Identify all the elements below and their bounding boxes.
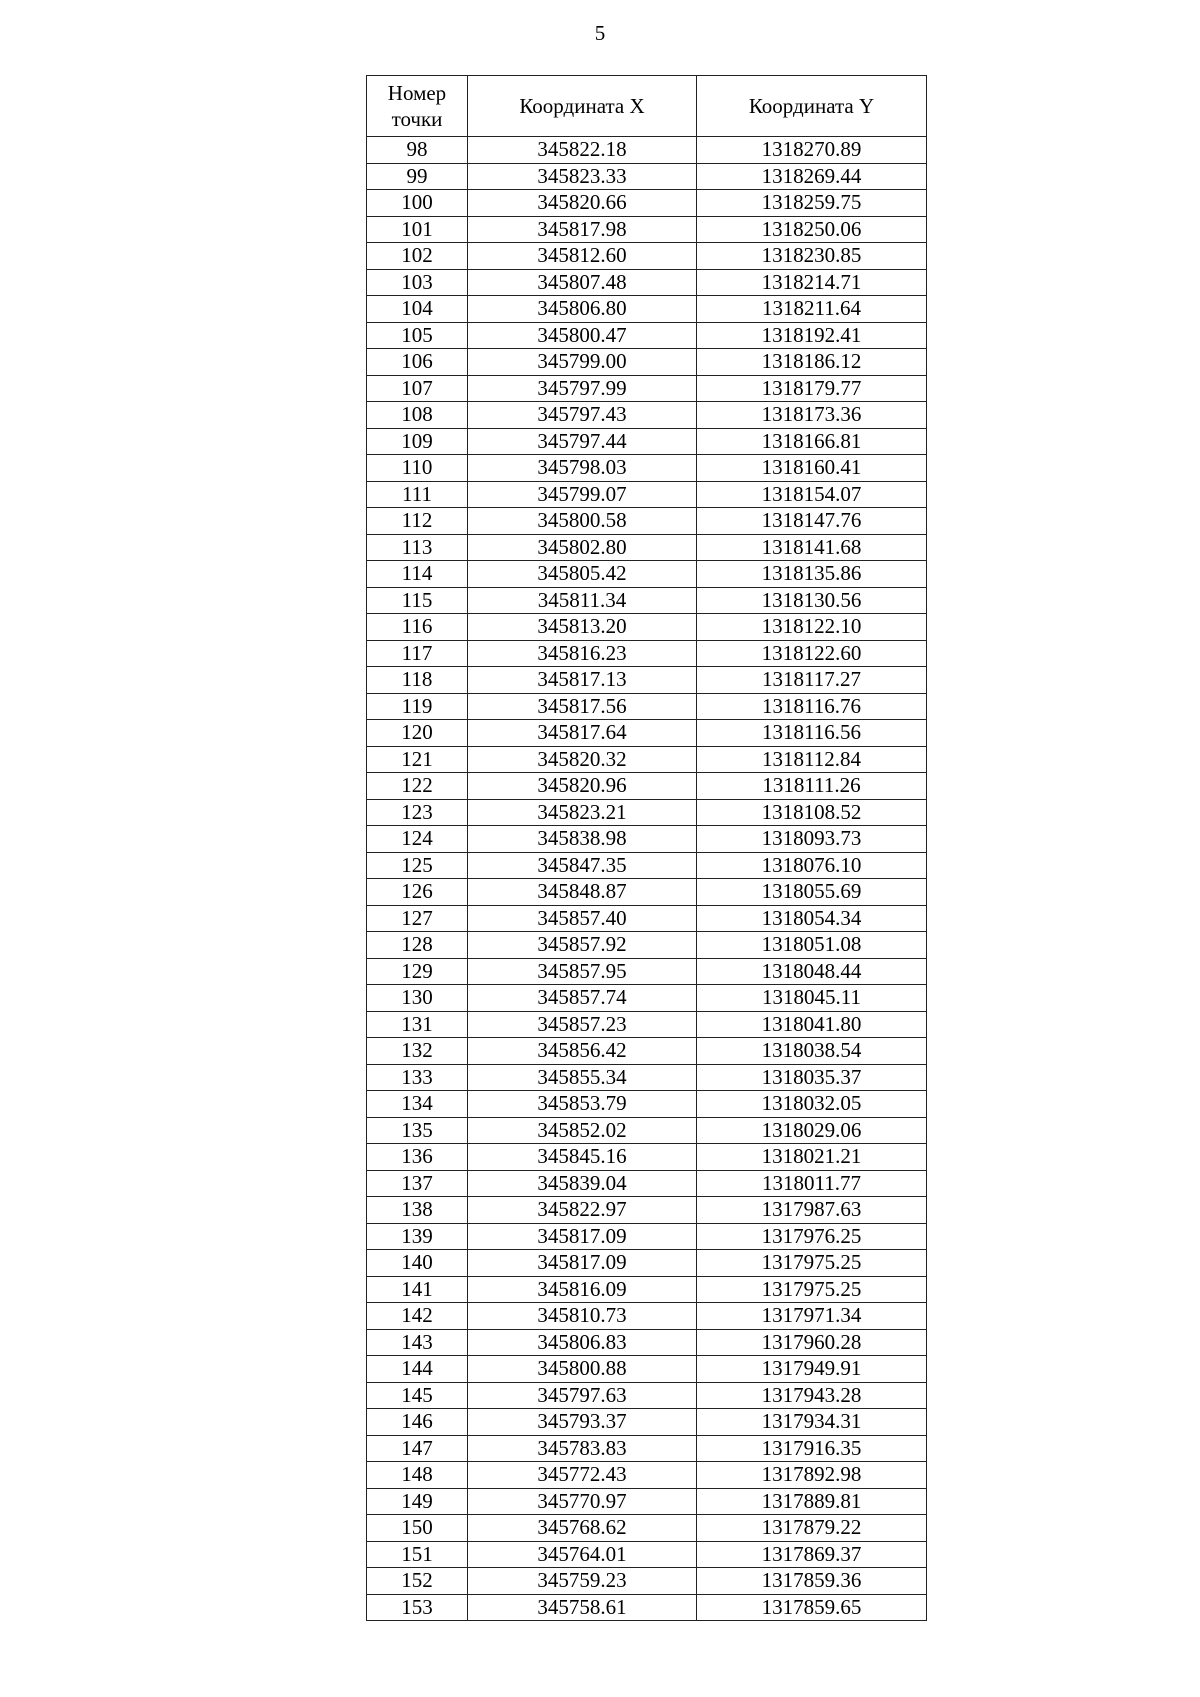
cell-coordinate-x: 345806.83 <box>468 1329 697 1356</box>
cell-coordinate-x: 345852.02 <box>468 1117 697 1144</box>
cell-coordinate-y: 1318055.69 <box>697 879 927 906</box>
cell-point-number: 119 <box>367 693 468 720</box>
cell-coordinate-x: 345768.62 <box>468 1515 697 1542</box>
coordinates-table <box>366 75 927 1621</box>
table-row <box>367 1038 927 1065</box>
cell-coordinate-x: 345813.20 <box>468 614 697 641</box>
cell-coordinate-y: 1318038.54 <box>697 1038 927 1065</box>
cell-coordinate-x: 345807.48 <box>468 269 697 296</box>
cell-point-number: 110 <box>367 455 468 482</box>
cell-coordinate-x: 345800.58 <box>468 508 697 535</box>
cell-point-number: 103 <box>367 269 468 296</box>
cell-coordinate-y: 1318186.12 <box>697 349 927 376</box>
cell-coordinate-x: 345823.21 <box>468 799 697 826</box>
cell-point-number: 142 <box>367 1303 468 1330</box>
cell-coordinate-x: 345799.07 <box>468 481 697 508</box>
table-row <box>367 1303 927 1330</box>
cell-point-number: 116 <box>367 614 468 641</box>
cell-coordinate-y: 1318122.60 <box>697 640 927 667</box>
cell-coordinate-x: 345839.04 <box>468 1170 697 1197</box>
cell-coordinate-y: 1318108.52 <box>697 799 927 826</box>
header-row <box>367 76 927 137</box>
cell-point-number: 112 <box>367 508 468 535</box>
table-row <box>367 985 927 1012</box>
cell-point-number: 137 <box>367 1170 468 1197</box>
cell-coordinate-x: 345816.09 <box>468 1276 697 1303</box>
cell-coordinate-x: 345764.01 <box>468 1541 697 1568</box>
cell-point-number: 123 <box>367 799 468 826</box>
table-row <box>367 667 927 694</box>
table-row <box>367 693 927 720</box>
cell-point-number: 109 <box>367 428 468 455</box>
cell-point-number: 130 <box>367 985 468 1012</box>
cell-coordinate-x: 345817.98 <box>468 216 697 243</box>
cell-coordinate-x: 345817.09 <box>468 1250 697 1277</box>
cell-coordinate-x: 345806.80 <box>468 296 697 323</box>
cell-coordinate-y: 1318173.36 <box>697 402 927 429</box>
cell-point-number: 104 <box>367 296 468 323</box>
cell-coordinate-x: 345822.97 <box>468 1197 697 1224</box>
table-row <box>367 1515 927 1542</box>
cell-coordinate-y: 1318269.44 <box>697 163 927 190</box>
cell-coordinate-x: 345758.61 <box>468 1594 697 1621</box>
cell-coordinate-y: 1318160.41 <box>697 455 927 482</box>
cell-point-number: 140 <box>367 1250 468 1277</box>
cell-point-number: 139 <box>367 1223 468 1250</box>
cell-coordinate-y: 1318048.44 <box>697 958 927 985</box>
page-number: 5 <box>594 21 606 45</box>
cell-coordinate-x: 345817.09 <box>468 1223 697 1250</box>
cell-coordinate-x: 345822.18 <box>468 137 697 164</box>
cell-coordinate-y: 1318032.05 <box>697 1091 927 1118</box>
cell-point-number: 117 <box>367 640 468 667</box>
table-row <box>367 1329 927 1356</box>
cell-coordinate-y: 1318111.26 <box>697 773 927 800</box>
table-row <box>367 640 927 667</box>
header-coordinate-y: Координата Y <box>697 76 927 137</box>
cell-coordinate-x: 345823.33 <box>468 163 697 190</box>
cell-coordinate-x: 345816.23 <box>468 640 697 667</box>
table-row <box>367 1462 927 1489</box>
table-row <box>367 773 927 800</box>
cell-point-number: 131 <box>367 1011 468 1038</box>
cell-coordinate-x: 345759.23 <box>468 1568 697 1595</box>
cell-coordinate-y: 1317971.34 <box>697 1303 927 1330</box>
cell-point-number: 132 <box>367 1038 468 1065</box>
table-row <box>367 375 927 402</box>
cell-coordinate-y: 1318230.85 <box>697 243 927 270</box>
cell-coordinate-x: 345857.74 <box>468 985 697 1012</box>
cell-coordinate-y: 1318051.08 <box>697 932 927 959</box>
table-row <box>367 137 927 164</box>
cell-point-number: 141 <box>367 1276 468 1303</box>
cell-point-number: 128 <box>367 932 468 959</box>
cell-point-number: 149 <box>367 1488 468 1515</box>
cell-coordinate-y: 1317987.63 <box>697 1197 927 1224</box>
cell-point-number: 148 <box>367 1462 468 1489</box>
table-row <box>367 402 927 429</box>
table-row <box>367 1250 927 1277</box>
table-row <box>367 852 927 879</box>
cell-coordinate-y: 1318112.84 <box>697 746 927 773</box>
cell-coordinate-x: 345817.56 <box>468 693 697 720</box>
cell-point-number: 118 <box>367 667 468 694</box>
table-row <box>367 1568 927 1595</box>
header-coordinate-x: Координата X <box>468 76 697 137</box>
cell-coordinate-y: 1318250.06 <box>697 216 927 243</box>
cell-coordinate-y: 1318116.76 <box>697 693 927 720</box>
table-row <box>367 1197 927 1224</box>
table-row <box>367 561 927 588</box>
cell-point-number: 125 <box>367 852 468 879</box>
cell-coordinate-y: 1318011.77 <box>697 1170 927 1197</box>
cell-point-number: 106 <box>367 349 468 376</box>
cell-coordinate-y: 1318135.86 <box>697 561 927 588</box>
cell-coordinate-y: 1317879.22 <box>697 1515 927 1542</box>
cell-point-number: 152 <box>367 1568 468 1595</box>
cell-point-number: 114 <box>367 561 468 588</box>
table-row <box>367 932 927 959</box>
cell-point-number: 150 <box>367 1515 468 1542</box>
cell-point-number: 145 <box>367 1382 468 1409</box>
table-row <box>367 1382 927 1409</box>
cell-coordinate-y: 1318130.56 <box>697 587 927 614</box>
cell-coordinate-y: 1317916.35 <box>697 1435 927 1462</box>
table-row <box>367 481 927 508</box>
cell-point-number: 113 <box>367 534 468 561</box>
table-row <box>367 216 927 243</box>
cell-coordinate-y: 1317975.25 <box>697 1276 927 1303</box>
cell-coordinate-x: 345805.42 <box>468 561 697 588</box>
cell-coordinate-x: 345800.88 <box>468 1356 697 1383</box>
cell-coordinate-x: 345857.92 <box>468 932 697 959</box>
cell-point-number: 133 <box>367 1064 468 1091</box>
table-row <box>367 428 927 455</box>
cell-coordinate-x: 345802.80 <box>468 534 697 561</box>
cell-coordinate-y: 1318179.77 <box>697 375 927 402</box>
cell-coordinate-y: 1318270.89 <box>697 137 927 164</box>
cell-coordinate-y: 1317976.25 <box>697 1223 927 1250</box>
table-row <box>367 1091 927 1118</box>
cell-coordinate-y: 1317960.28 <box>697 1329 927 1356</box>
cell-coordinate-y: 1317859.65 <box>697 1594 927 1621</box>
cell-coordinate-x: 345853.79 <box>468 1091 697 1118</box>
table-row <box>367 720 927 747</box>
table-row <box>367 296 927 323</box>
cell-coordinate-x: 345812.60 <box>468 243 697 270</box>
cell-coordinate-y: 1318029.06 <box>697 1117 927 1144</box>
cell-point-number: 100 <box>367 190 468 217</box>
cell-coordinate-x: 345817.64 <box>468 720 697 747</box>
cell-point-number: 147 <box>367 1435 468 1462</box>
cell-coordinate-y: 1318035.37 <box>697 1064 927 1091</box>
table-row <box>367 1435 927 1462</box>
cell-coordinate-y: 1318116.56 <box>697 720 927 747</box>
table-row <box>367 190 927 217</box>
table-row <box>367 879 927 906</box>
table-row <box>367 1117 927 1144</box>
table-row <box>367 1170 927 1197</box>
table-row <box>367 269 927 296</box>
table-row <box>367 1356 927 1383</box>
cell-point-number: 108 <box>367 402 468 429</box>
cell-point-number: 105 <box>367 322 468 349</box>
cell-coordinate-y: 1317949.91 <box>697 1356 927 1383</box>
cell-point-number: 124 <box>367 826 468 853</box>
cell-coordinate-x: 345770.97 <box>468 1488 697 1515</box>
cell-coordinate-y: 1318041.80 <box>697 1011 927 1038</box>
cell-coordinate-x: 345857.95 <box>468 958 697 985</box>
cell-coordinate-x: 345820.96 <box>468 773 697 800</box>
cell-coordinate-y: 1318214.71 <box>697 269 927 296</box>
cell-point-number: 143 <box>367 1329 468 1356</box>
table-body <box>367 137 927 1621</box>
cell-point-number: 120 <box>367 720 468 747</box>
table-row <box>367 508 927 535</box>
cell-point-number: 129 <box>367 958 468 985</box>
cell-coordinate-y: 1318166.81 <box>697 428 927 455</box>
cell-coordinate-x: 345856.42 <box>468 1038 697 1065</box>
cell-coordinate-y: 1318076.10 <box>697 852 927 879</box>
cell-coordinate-x: 345820.66 <box>468 190 697 217</box>
cell-coordinate-x: 345817.13 <box>468 667 697 694</box>
cell-coordinate-y: 1318211.64 <box>697 296 927 323</box>
cell-point-number: 135 <box>367 1117 468 1144</box>
header-point-number: Номер точки <box>367 76 468 137</box>
table-row <box>367 322 927 349</box>
table-row <box>367 799 927 826</box>
cell-coordinate-x: 345800.47 <box>468 322 697 349</box>
cell-coordinate-y: 1317859.36 <box>697 1568 927 1595</box>
cell-point-number: 98 <box>367 137 468 164</box>
table-row <box>367 1011 927 1038</box>
cell-coordinate-y: 1318259.75 <box>697 190 927 217</box>
cell-coordinate-x: 345838.98 <box>468 826 697 853</box>
cell-point-number: 107 <box>367 375 468 402</box>
table-row <box>367 1594 927 1621</box>
table-row <box>367 1144 927 1171</box>
table-row <box>367 958 927 985</box>
cell-point-number: 144 <box>367 1356 468 1383</box>
table-row <box>367 1541 927 1568</box>
cell-point-number: 136 <box>367 1144 468 1171</box>
table-row <box>367 826 927 853</box>
cell-coordinate-x: 345793.37 <box>468 1409 697 1436</box>
cell-coordinate-y: 1317975.25 <box>697 1250 927 1277</box>
cell-coordinate-y: 1318141.68 <box>697 534 927 561</box>
table-row <box>367 1409 927 1436</box>
cell-coordinate-x: 345797.43 <box>468 402 697 429</box>
table-row <box>367 587 927 614</box>
table-row <box>367 1223 927 1250</box>
cell-point-number: 151 <box>367 1541 468 1568</box>
cell-point-number: 101 <box>367 216 468 243</box>
cell-coordinate-x: 345845.16 <box>468 1144 697 1171</box>
cell-coordinate-x: 345855.34 <box>468 1064 697 1091</box>
table-row <box>367 905 927 932</box>
cell-point-number: 115 <box>367 587 468 614</box>
cell-coordinate-x: 345772.43 <box>468 1462 697 1489</box>
cell-point-number: 102 <box>367 243 468 270</box>
cell-coordinate-x: 345797.44 <box>468 428 697 455</box>
cell-coordinate-x: 345847.35 <box>468 852 697 879</box>
cell-coordinate-x: 345810.73 <box>468 1303 697 1330</box>
cell-coordinate-x: 345848.87 <box>468 879 697 906</box>
cell-point-number: 99 <box>367 163 468 190</box>
cell-coordinate-y: 1318117.27 <box>697 667 927 694</box>
cell-coordinate-y: 1317869.37 <box>697 1541 927 1568</box>
cell-point-number: 121 <box>367 746 468 773</box>
cell-point-number: 153 <box>367 1594 468 1621</box>
cell-coordinate-y: 1317889.81 <box>697 1488 927 1515</box>
table-row <box>367 1488 927 1515</box>
cell-coordinate-x: 345797.99 <box>468 375 697 402</box>
cell-coordinate-y: 1318192.41 <box>697 322 927 349</box>
table-row <box>367 163 927 190</box>
cell-point-number: 146 <box>367 1409 468 1436</box>
cell-coordinate-y: 1318045.11 <box>697 985 927 1012</box>
cell-point-number: 111 <box>367 481 468 508</box>
cell-coordinate-y: 1318093.73 <box>697 826 927 853</box>
table-row <box>367 614 927 641</box>
cell-coordinate-y: 1318054.34 <box>697 905 927 932</box>
cell-coordinate-y: 1318021.21 <box>697 1144 927 1171</box>
cell-point-number: 138 <box>367 1197 468 1224</box>
table-row <box>367 746 927 773</box>
cell-coordinate-y: 1318122.10 <box>697 614 927 641</box>
table-row <box>367 534 927 561</box>
cell-point-number: 134 <box>367 1091 468 1118</box>
cell-coordinate-x: 345857.40 <box>468 905 697 932</box>
cell-coordinate-x: 345820.32 <box>468 746 697 773</box>
cell-coordinate-y: 1318147.76 <box>697 508 927 535</box>
table-row <box>367 349 927 376</box>
cell-coordinate-y: 1317934.31 <box>697 1409 927 1436</box>
cell-coordinate-y: 1317943.28 <box>697 1382 927 1409</box>
table-row <box>367 1276 927 1303</box>
cell-coordinate-x: 345799.00 <box>468 349 697 376</box>
cell-coordinate-x: 345857.23 <box>468 1011 697 1038</box>
cell-point-number: 126 <box>367 879 468 906</box>
cell-coordinate-x: 345811.34 <box>468 587 697 614</box>
cell-coordinate-x: 345797.63 <box>468 1382 697 1409</box>
cell-coordinate-x: 345798.03 <box>468 455 697 482</box>
table-header <box>367 76 927 137</box>
cell-coordinate-x: 345783.83 <box>468 1435 697 1462</box>
cell-coordinate-y: 1317892.98 <box>697 1462 927 1489</box>
table-row <box>367 455 927 482</box>
table-row <box>367 1064 927 1091</box>
cell-point-number: 127 <box>367 905 468 932</box>
table-row <box>367 243 927 270</box>
cell-point-number: 122 <box>367 773 468 800</box>
cell-coordinate-y: 1318154.07 <box>697 481 927 508</box>
